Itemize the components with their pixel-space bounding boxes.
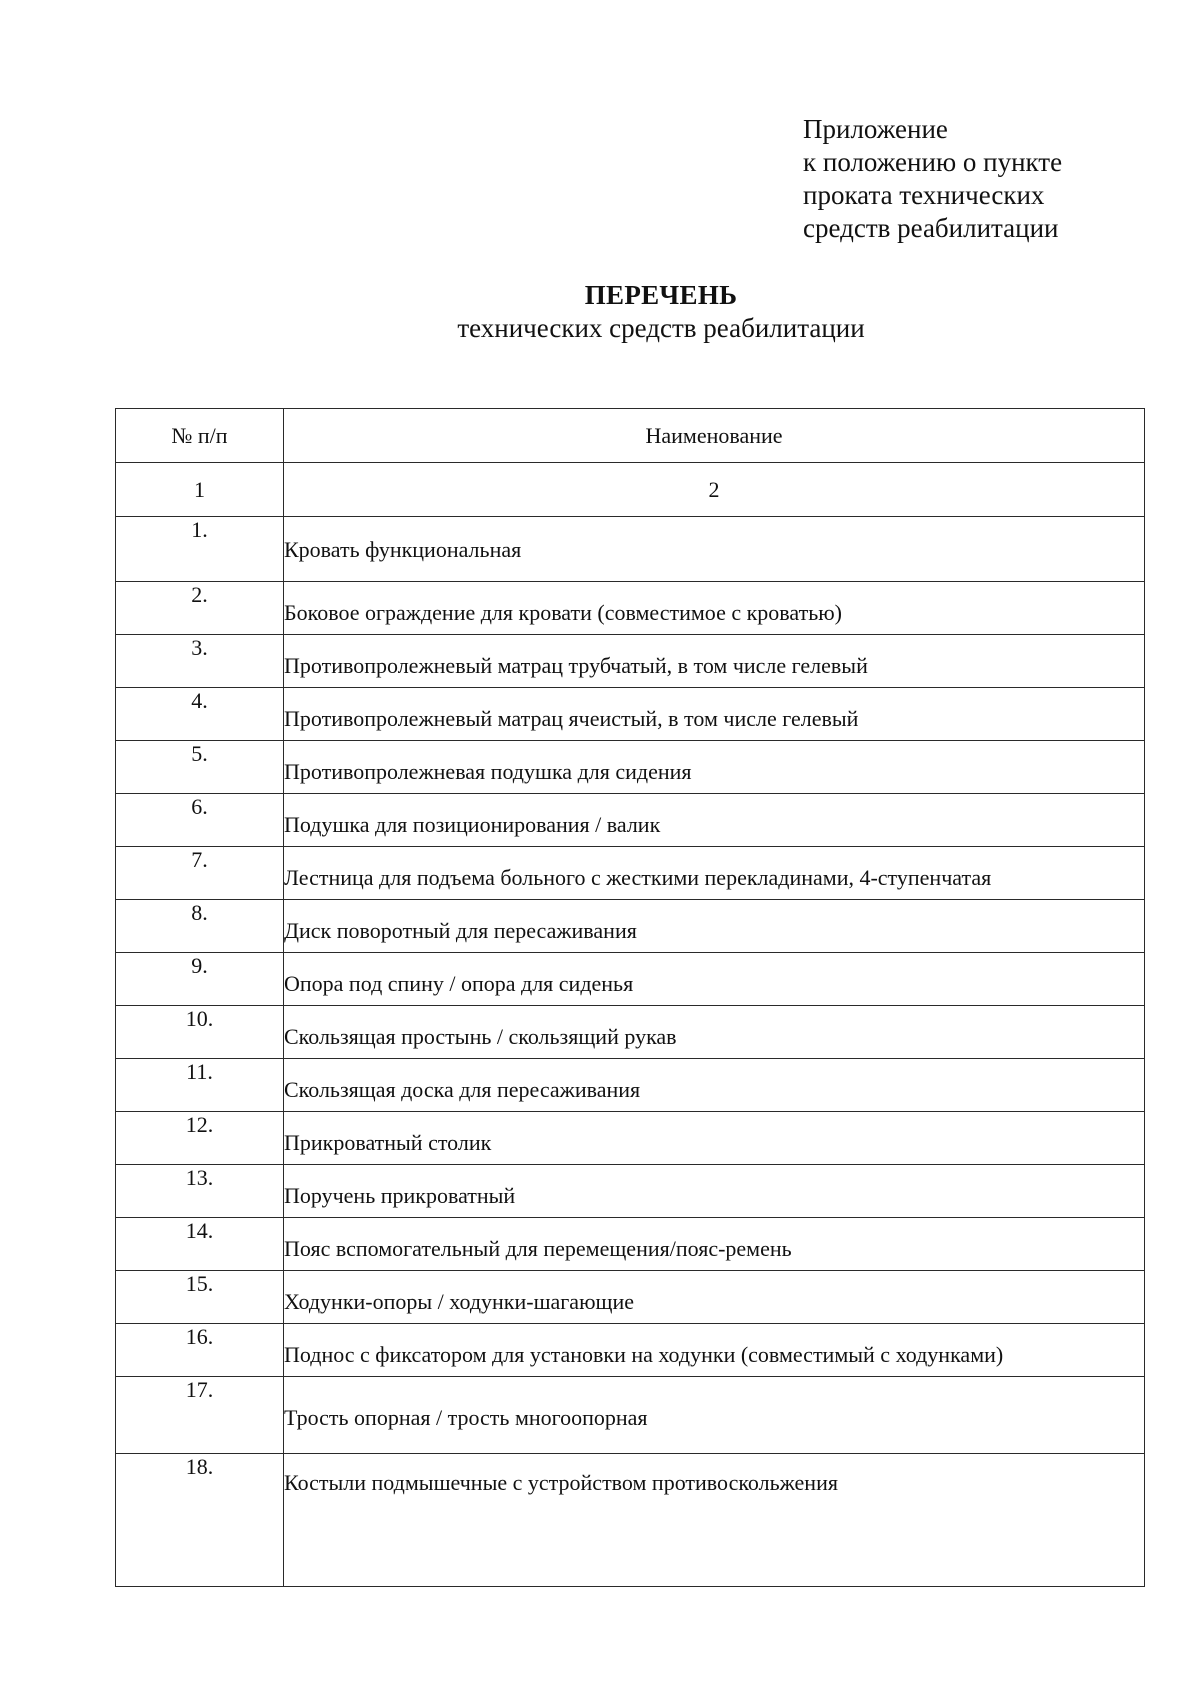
row-number: 17. [116,1377,284,1454]
table-row [116,1377,1145,1454]
row-number: 2. [116,582,284,635]
row-number: 12. [116,1112,284,1165]
row-number: 8. [116,900,284,953]
row-number: 9. [116,953,284,1006]
row-item-name: Противопролежневый матрац трубчатый, в том числе гелевый [284,635,1145,688]
table-row [116,582,1145,635]
row-item-name: Прикроватный столик [284,1112,1145,1165]
appendix-line: к положению о пункте [803,147,1063,177]
table-row [116,794,1145,847]
row-item-name: Боковое ограждение для кровати (совместимое с кроватью) [284,582,1145,635]
row-item-name: Противопролежневый матрац ячеистый, в том числе гелевый [284,688,1145,741]
row-number: 14. [116,1218,284,1271]
table-row [116,1218,1145,1271]
row-item-name: Ходунки-опоры / ходунки-шагающие [284,1271,1145,1324]
table-row [116,953,1145,1006]
row-number: 11. [116,1059,284,1112]
table-row [116,741,1145,794]
document-title: ПЕРЕЧЕНЬ [584,280,738,310]
table-row [116,1112,1145,1165]
row-number: 4. [116,688,284,741]
table-row [116,1454,1145,1587]
header-number: № п/п [116,409,284,463]
row-number: 18. [116,1454,284,1587]
row-number: 6. [116,794,284,847]
column-index-2: 2 [284,463,1145,517]
row-number: 15. [116,1271,284,1324]
row-item-name: Пояс вспомогательный для перемещения/пояс-ремень [284,1218,1145,1271]
appendix-line: Приложение [803,114,948,144]
table-row [116,1006,1145,1059]
table-row [116,688,1145,741]
document-subtitle: технических средств реабилитации [457,313,865,343]
row-item-name: Скользящая простынь / скользящий рукав [284,1006,1145,1059]
table-row [116,847,1145,900]
column-index-1: 1 [116,463,284,517]
row-item-name: Противопролежневая подушка для сидения [284,741,1145,794]
row-item-name: Диск поворотный для пересаживания [284,900,1145,953]
row-number: 16. [116,1324,284,1377]
appendix-line: проката технических [803,180,1045,210]
appendix-line: средств реабилитации [803,213,1059,243]
table-header-row [116,409,1145,463]
row-number: 1. [116,517,284,582]
appendix-note [803,113,1062,245]
row-item-name: Поручень прикроватный [284,1165,1145,1218]
row-item-name: Костыли подмышечные с устройством противоскольжения [284,1454,1145,1587]
row-item-name: Опора под спину / опора для сиденья [284,953,1145,1006]
table-row [116,635,1145,688]
table-row [116,1271,1145,1324]
row-item-name: Подушка для позиционирования / валик [284,794,1145,847]
row-item-name: Лестница для подъема больного с жесткими перекладинами, 4-ступенчатая [284,847,1145,900]
table-row [116,517,1145,582]
row-item-name: Поднос с фиксатором для установки на ходунки (совместимый с ходунками) [284,1324,1145,1377]
row-number: 3. [116,635,284,688]
row-number: 13. [116,1165,284,1218]
row-number: 10. [116,1006,284,1059]
row-item-name: Кровать функциональная [284,517,1145,582]
table-row [116,900,1145,953]
column-number-row [116,463,1145,517]
row-number: 5. [116,741,284,794]
table-row [116,1324,1145,1377]
row-item-name: Скользящая доска для пересаживания [284,1059,1145,1112]
row-number: 7. [116,847,284,900]
table-row [116,1059,1145,1112]
row-item-name: Трость опорная / трость многоопорная [284,1377,1145,1454]
table-row [116,1165,1145,1218]
header-name: Наименование [284,409,1145,463]
equipment-table [115,408,1145,1587]
